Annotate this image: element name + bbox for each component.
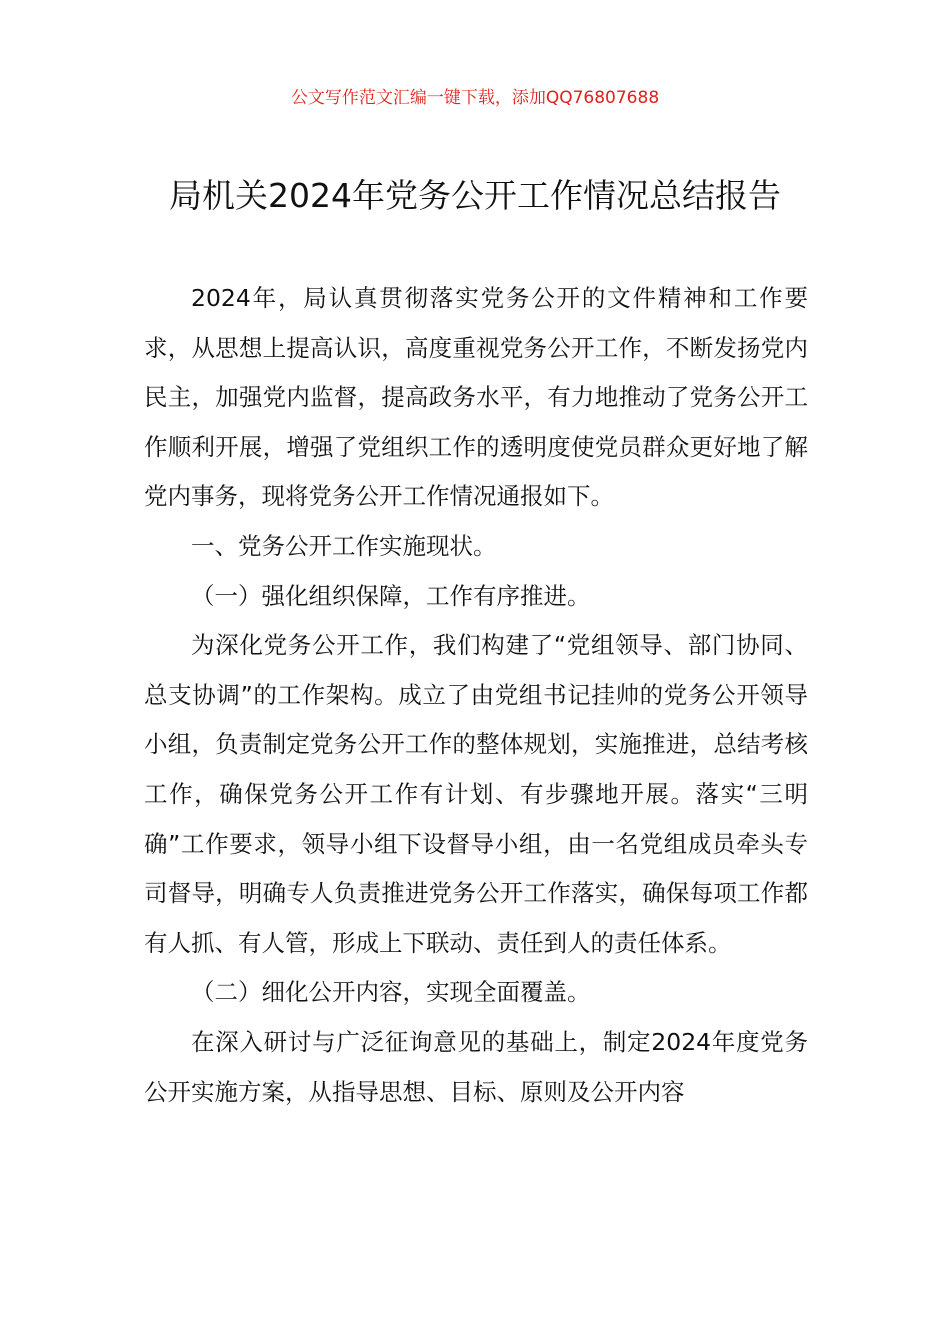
subsection-heading-2: （二）细化公开内容，实现全面覆盖。 — [191, 978, 591, 1007]
document-body — [144, 274, 808, 1117]
paragraph-intro: 2024年，局认真贯彻落实党务公开的文件精神和工作要求，从思想上提高认识，高度重视党务公开工作，不断发扬党内民主，加强党内监督，提高政务水平，有力地推动了党务公开工作顺利开展，增强了党组织工作的透明度使党员群众更好地了解党内事务，现将党务公开工作情况通报如下。 — [144, 284, 808, 511]
subsection-heading-1: （一）强化组织保障，工作有序推进。 — [191, 581, 591, 610]
section-heading-1: 一、党务公开工作实施现状。 — [191, 531, 497, 560]
download-banner: 公文写作范文汇编一键下载，添加QQ76807688 — [290, 88, 660, 108]
paragraph-content: 在深入研讨与广泛征询意见的基础上，制定2024年度党务公开实施方案，从指导思想、目标、原则及公开内容 — [144, 1027, 808, 1106]
paragraph-organization: 为深化党务公开工作，我们构建了“党组领导、部门协同、总支协调”的工作架构。成立了由党组书记挂帅的党务公开领导小组，负责制定党务公开工作的整体规划，实施推进，总结考核工作，确保党务公开工作有计划、有步骤地开展。落实“三明确”工作要求，领导小组下设督导小组，由一名党组成员牵头专司督导，明确专人负责推进党务公开工作落实，确保每项工作都有人抓、有人管，形成上下联动、责任到人的责任体系。 — [144, 631, 808, 957]
document-title: 局机关2024年党务公开工作情况总结报告 — [169, 176, 781, 215]
